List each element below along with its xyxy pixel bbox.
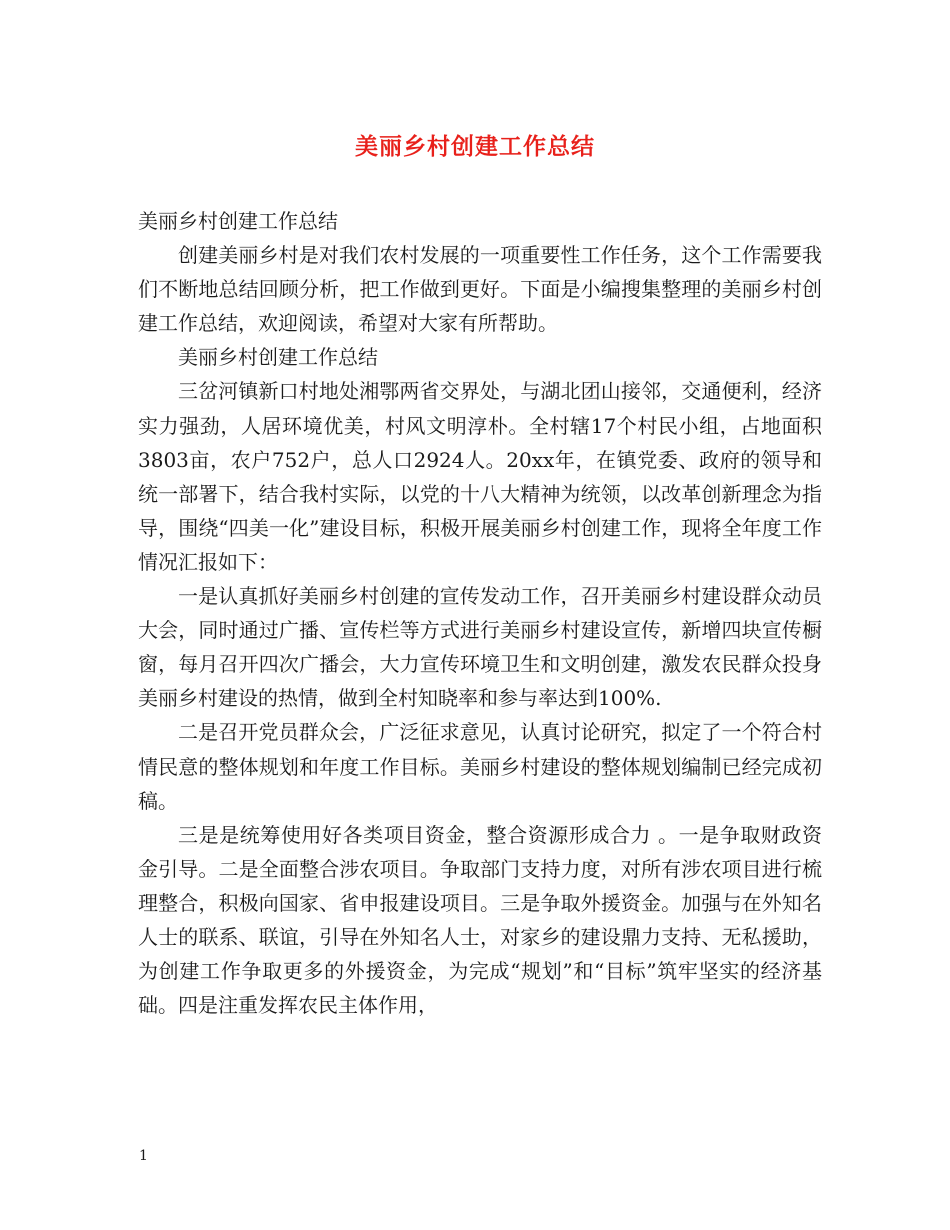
page-number: 1 bbox=[139, 1148, 148, 1164]
document-body bbox=[138, 204, 822, 1022]
paragraph-point-three: 三是是统筹使用好各类项目资金，整合资源形成合力 。一是争取财政资金引导。二是全面整合涉农项目。争取部门支持力度，对所有涉农项目进行梳理整合，积极向国家、省申报建设项目。三是争取外援资金。加强与在外知名人士的联系、联谊，引导在外知名人士，对家乡的建设鼎力支持、无私援助，为创建工作争取更多的外援资金，为完成“规划”和“目标”筑牢坚实的经济基础。四是注重发挥农民主体作用， bbox=[138, 822, 822, 1018]
paragraph-point-two: 二是召开党员群众会，广泛征求意见，认真讨论研究，拟定了一个符合村情民意的整体规划和年度工作目标。美丽乡村建设的整体规划编制已经完成初稿。 bbox=[138, 720, 822, 813]
paragraph-village-overview: 三岔河镇新口村地处湘鄂两省交界处，与湖北团山接邻，交通便利，经济实力强劲，人居环境优美，村风文明淳朴。全村辖17个村民小组，占地面积3803亩，农户752户，总人口2924人。20xx年，在镇党委、政府的领导和统一部署下，结合我村实际，以党的十八大精神为统领，以改革创新理念为指导，围绕“四美一化”建设目标，积极开展美丽乡村创建工作，现将全年度工作情况汇报如下： bbox=[138, 379, 822, 574]
paragraph-intro: 创建美丽乡村是对我们农村发展的一项重要性工作任务，这个工作需要我们不断地总结回顾分析，把工作做到更好。下面是小编搜集整理的美丽乡村创建工作总结，欢迎阅读，希望对大家有所帮助。 bbox=[138, 243, 822, 336]
document-title: 美丽乡村创建工作总结 bbox=[355, 133, 595, 160]
paragraph-subheading: 美丽乡村创建工作总结 bbox=[178, 345, 378, 370]
paragraph-heading: 美丽乡村创建工作总结 bbox=[138, 209, 338, 233]
paragraph-point-one: 一是认真抓好美丽乡村创建的宣传发动工作，召开美丽乡村建设群众动员大会，同时通过广播、宣传栏等方式进行美丽乡村建设宣传，新增四块宣传橱窗，每月召开四次广播会，大力宣传环境卫生和文明创建，激发农民群众投身美丽乡村建设的热情，做到全村知晓率和参与率达到100%. bbox=[138, 584, 822, 711]
